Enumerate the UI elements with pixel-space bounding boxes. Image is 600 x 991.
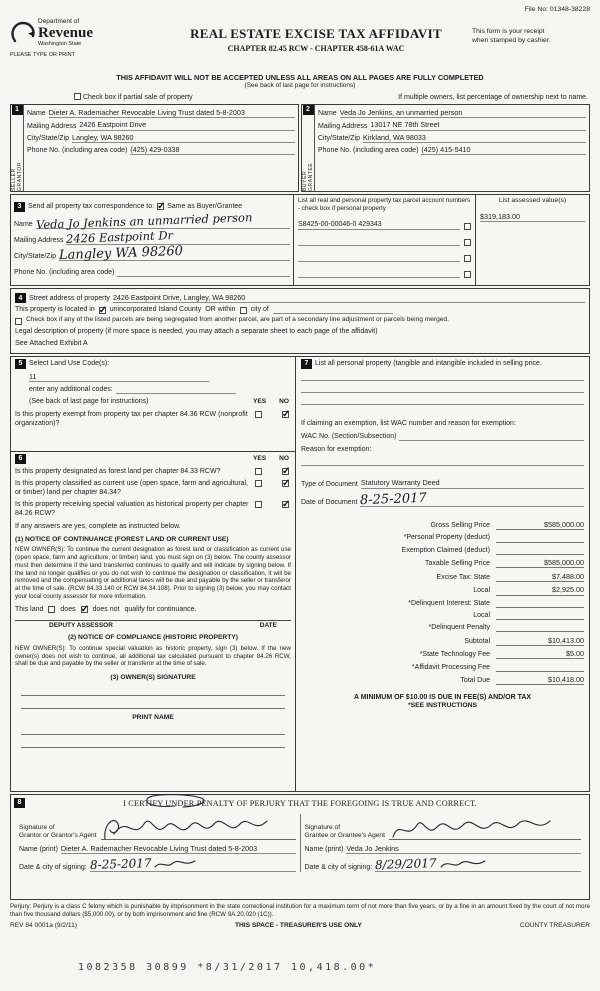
seller-mailing-value: 2426 Eastpoint Drive [79, 120, 295, 130]
buyer-mailing-value: 13017 NE 78th Street [370, 120, 586, 130]
grantee-signing-column [300, 814, 586, 872]
see-back-instructions: (See back of last page for instructions) [29, 398, 149, 406]
notice-continuance-body: NEW OWNER(S): To continue the current designation as forest land or classification as current use (open space, farm and agriculture, or timber) land, you must sign on (3) below. The county assessor must then determine if the land transferred continues to qualify and will indicate by signing below. If the land no longer qualifies or you do not wish to continue the designation or classification, it will be removed and the compensating or additional taxes will be due and payable by the seller or transferor at the time of sale. (RCW 84.33.140 or RCW 84.34.108). Prior to signing (3) below, you may contact your local county assessor for more information. [15, 546, 291, 600]
grantor-name-print-value: Dieter A. Rademacher Revocable Living Trust dated 5-8-2003 [61, 844, 296, 854]
seller-phone-value: (425) 429-0338 [130, 145, 295, 155]
city-of-blank [273, 305, 393, 314]
corr-name-label: Name [14, 221, 33, 229]
deputy-assessor-row [15, 620, 291, 630]
deputy-assessor-label: DEPUTY ASSESSOR [49, 621, 113, 629]
gross-selling-price: $585,000.00 [496, 520, 584, 530]
forest-no-checkbox [282, 468, 289, 475]
notice-compliance-body: NEW OWNER(S): To continue special valuation as historic property, sign (3) below. If the new owner(s) does not wish to continue, all additional tax calculated pursuant to chapter 84.26 RCW, shall be due and payable by the seller or transferor at the time of sale. [15, 644, 291, 668]
delinquent-interest-local [496, 611, 584, 620]
grantor-date-city-value: 8-25-2017 [90, 858, 296, 872]
section-1-badge: 1 [12, 105, 23, 115]
seller-name-value: Dieter A. Rademacher Revocable Living Trust dated 5-8-2003 [49, 108, 295, 118]
seller-mailing-label: Mailing Address [27, 122, 77, 130]
current-use-question: Is this property classified as current use (open space, farm and agricultural, or timber) land per chapter 84.34? [15, 480, 249, 497]
form-number: REV 84 0001a (9/2/11) [10, 922, 77, 930]
segregated-checkbox [15, 318, 22, 325]
does-qualify-checkbox [48, 606, 55, 613]
continuance-qualify-row: This land does ✓ does not qualify for continuance. [15, 605, 291, 614]
assessed-value-header: List assessed value(s) [498, 197, 567, 205]
grantee-city-scribble [439, 858, 487, 870]
revenue-swoosh-icon [10, 21, 36, 45]
nonprofit-yes-checkbox [255, 411, 262, 418]
land-designation-box [10, 452, 296, 792]
buyer-mailing-label: Mailing Address [318, 122, 368, 130]
owners-signature-title: (3) OWNER(S) SIGNATURE [110, 674, 196, 682]
logo-department-of: Department of [38, 18, 80, 25]
personal-property-deduct [496, 534, 584, 543]
historic-yes-checkbox [255, 501, 262, 508]
additional-codes-label: enter any additional codes: [29, 386, 113, 394]
corr-mailing-value: 2426 Eastpoint Dr [66, 232, 290, 245]
grantor-signature [101, 811, 271, 843]
corr-mailing-label: Mailing Address [14, 237, 64, 245]
no-header-2: NO [279, 454, 289, 462]
historic-no-checkbox [282, 501, 289, 508]
grantee-name-print-value: Veda Jo Jenkins [346, 844, 581, 854]
personal-property-checkbox-4 [464, 271, 471, 278]
print-name-line [21, 735, 285, 748]
buyer-csz-label: City/State/Zip [318, 135, 361, 142]
buyer-vertical-label: BUYER [301, 170, 308, 192]
corr-phone-value [117, 268, 290, 277]
print-name-line [21, 722, 285, 735]
grantor-signature-label: Signature of Grantor or Grantor's Agent [19, 823, 97, 839]
assessed-value-box [476, 194, 590, 286]
grantor-name-print-label: Name (print) [19, 845, 58, 853]
segregated-label: Check box if any of the listed parcels are being segregated from another parcel, are part of a secondary line adjustment or parcels being merged. [26, 316, 449, 324]
seller-grantor-box [10, 104, 299, 192]
total-due: $10,418.00 [496, 675, 584, 685]
revenue-logo [10, 18, 160, 72]
delinquent-interest-state [496, 599, 584, 608]
buyer-grantee-box [301, 104, 590, 192]
notice-continuance-title: (1) NOTICE OF CONTINUANCE (FOREST LAND OR CURRENT USE) [15, 535, 229, 543]
corr-csz-label: City/State/Zip [14, 253, 57, 261]
see-back-note: (See back of last page for instructions) [244, 82, 356, 90]
grantor-vertical-label: GRANTOR [17, 161, 23, 192]
section-7-badge: 7 [301, 359, 312, 369]
reason-exemption-label: Reason for exemption: [301, 446, 372, 454]
personal-property-checkbox-1 [464, 223, 471, 230]
county-treasurer-label: COUNTY TREASURER [519, 922, 590, 930]
blank-line [301, 381, 584, 393]
grantor-date-city-label: Date & city of signing: [19, 864, 87, 872]
parcel-row [298, 269, 471, 278]
current-use-no-checkbox [282, 480, 289, 487]
delinquent-penalty [496, 623, 584, 632]
partial-sale-label: Check box if partial sale of property [82, 93, 193, 101]
owner-signature-line [21, 683, 285, 696]
seller-vertical-label: SELLER [10, 168, 17, 192]
perjury-statement: Perjury: Perjury is a class C felony which is punishable by imprisonment in the state correctional institution for a maximum term of not more than five years, or by a fine in an amount fixed by the court of not more than five thousand dollars ($5,000.00), or by both imprisonment and fine (RCW 9A.20.020 (1C)). [10, 903, 590, 919]
form-title: REAL ESTATE EXCISE TAX AFFIDAVIT [190, 26, 442, 41]
grantor-signature-line [101, 814, 296, 840]
street-address-value: 2426 Eastpoint Drive, Langley, WA 98260 [113, 293, 585, 303]
seller-phone-label: Phone No. (including area code) [27, 147, 128, 155]
blank-line [301, 454, 584, 466]
land-use-label: Select Land Use Code(s): [29, 360, 110, 368]
multiple-owners-note: If multiple owners, list percentage of ownership next to name. [398, 93, 588, 101]
logo-revenue: Revenue [38, 25, 93, 42]
grantee-signature-label: Signature of Grantee or Grantee's Agent [304, 823, 385, 839]
minimum-due-note: A MINIMUM OF $10.00 IS DUE IN FEE(S) AND/OR TAX [353, 694, 532, 702]
section-3-badge: 3 [14, 202, 25, 212]
please-type-or-print: PLEASE TYPE OR PRINT [10, 51, 76, 58]
wac-number-label: WAC No. (Section/Subsection) [301, 433, 397, 441]
buyer-csz-value: Kirkland, WA 98033 [363, 133, 586, 143]
city-of-label: city of [250, 306, 269, 314]
grantor-city-scribble [153, 858, 197, 870]
forest-land-question: Is this property designated as forest land per chapter 84.33 RCW? [15, 468, 221, 476]
buyer-name-value: Veda Jo Jenkins, an unmarried person [340, 108, 586, 118]
correspondence-box [10, 194, 294, 286]
state-technology-fee: $5.00 [496, 649, 584, 659]
grantee-date-city-value: 8/29/2017 [375, 858, 581, 872]
same-as-buyer-checkbox [157, 203, 164, 210]
form-footer [10, 922, 590, 931]
assessed-value: $319,183.00 [480, 212, 585, 222]
personal-property-tax-box: 7 List all personal property (tangible and intangible included in selling price. If claiming an exemption, list WAC number and reason for exemption: WAC No. (Section/Subsection) Reason for exemption: Type of Document Statutory Warranty Deed Date of Document 8-25-2017 Gross Selling Price $585,000.00 *Personal Property (deduct) Exemption Claimed (deduct) Taxable Selling Price $585,000.00 Excise Tax: State $7,488.00 Local $2,925.00 *Delinquent Interest: State Local *Delinquent Penalty Subtotal $10,413.00 *State Technology Fee $5.00 *Affidavit Processing Fee Total Due $10,418.00 A MINIMUM OF $10.00 IS DUE IN FEE(S) AND/OR TAX *SEE INSTRUCTIONS [296, 356, 590, 792]
unincorporated-label: unincorporated Island County [109, 306, 202, 314]
excise-tax-local: $2,925.00 [496, 585, 584, 595]
section-6-badge: 6 [15, 454, 26, 464]
buyer-phone-value: (425) 415-5410 [421, 145, 586, 155]
property-location-box [10, 288, 590, 354]
wac-number-blank [399, 432, 584, 441]
unincorporated-checkbox [99, 307, 106, 314]
land-use-box [10, 356, 296, 452]
city-checkbox [240, 307, 247, 314]
excise-tax-state: $7,488.00 [496, 572, 584, 582]
forest-yes-checkbox [255, 468, 262, 475]
parcel-row [298, 220, 471, 230]
grantee-signature-line [389, 814, 581, 840]
yes-header-2: YES [253, 454, 267, 462]
form-chapter: CHAPTER 82.45 RCW - CHAPTER 458-61A WAC [227, 43, 405, 53]
file-number: File No: 01348-38228 [524, 6, 590, 13]
street-address-label: Street address of property [29, 294, 110, 302]
notice-compliance-title: (2) NOTICE OF COMPLIANCE (HISTORIC PROPERTY) [67, 634, 239, 642]
blank-line [301, 369, 584, 381]
if-yes-note: If any answers are yes, complete as instructed below. [15, 523, 181, 531]
scribble-loop [141, 793, 211, 809]
logo-washington-state: Washington State [38, 41, 82, 48]
exemption-claimed-deduct [496, 546, 584, 555]
exemption-intro: If claiming an exemption, list WAC number and reason for exemption: [301, 420, 516, 428]
does-not-qualify-checkbox [81, 606, 88, 613]
additional-codes-blank [116, 385, 236, 394]
nonprofit-exempt-question: Is this property exempt from property tax per chapter 84.36 RCW (nonprofit organization)? [15, 410, 248, 427]
cashier-stamp: 1082358 30899 *8/31/2017 10,418.00* [78, 961, 377, 973]
document-type-value: Statutory Warranty Deed [361, 478, 584, 488]
corr-phone-label: Phone No. (including area code) [14, 269, 115, 277]
buyer-name-label: Name [318, 110, 337, 118]
section-8-badge: 8 [14, 798, 25, 808]
personal-property-checkbox-2 [464, 239, 471, 246]
nonprofit-no-checkbox [282, 411, 289, 418]
grantee-date-city-label: Date & city of signing: [304, 864, 373, 872]
seller-csz-label: City/State/Zip [27, 135, 70, 142]
located-pre-text: This property is located in [15, 306, 95, 314]
historic-property-question: Is this property receiving special valuation as historical property per chapter 84.26 RCW? [15, 501, 249, 518]
legal-description-value: See Attached Exhibit A [15, 338, 88, 348]
parcel-row [298, 237, 471, 246]
corr-csz-value: Langley WA 98260 [59, 248, 290, 261]
parcel-number-value: S8425-00-00046-0 429343 [298, 220, 460, 230]
see-instructions-note: *SEE INSTRUCTIONS [407, 702, 478, 710]
or-within-text: OR within [205, 306, 236, 314]
current-use-yes-checkbox [255, 480, 262, 487]
document-date-label: Date of Document [301, 498, 358, 506]
taxable-selling-price: $585,000.00 [496, 558, 584, 568]
seller-csz-value: Langley, WA 98260 [72, 133, 295, 143]
grantee-signature [389, 813, 554, 843]
form-header [10, 18, 590, 72]
legal-description-label: Legal description of property (if more space is needed, you may attach a separate sheet to each page of the affidavit) [15, 328, 378, 336]
document-date-value: 8-25-2017 [360, 494, 584, 507]
completion-warning: THIS AFFIDAVIT WILL NOT BE ACCEPTED UNLESS ALL AREAS ON ALL PAGES ARE FULLY COMPLETED [116, 73, 484, 82]
land-use-code-value: 11 [29, 372, 209, 382]
same-as-buyer-label: Same as Buyer/Grantee [167, 202, 243, 210]
blank-line [301, 393, 584, 405]
parcel-numbers-box [294, 194, 476, 286]
no-header: NO [279, 398, 289, 405]
partial-sale-checkbox [74, 93, 81, 100]
parcel-numbers-header: List all real and personal property tax parcel account numbers - check box if personal property [298, 197, 471, 213]
affidavit-processing-fee [496, 663, 584, 672]
section-4-badge: 4 [15, 293, 26, 303]
seller-side-strip [11, 105, 24, 191]
personal-property-checkbox-3 [464, 255, 471, 262]
corr-name-value: Veda Jo Jenkins an unmarried person [36, 216, 290, 229]
subtotal: $10,413.00 [496, 636, 584, 646]
section-2-badge: 2 [303, 105, 314, 115]
buyer-phone-label: Phone No. (including area code) [318, 147, 419, 155]
buyer-side-strip [302, 105, 315, 191]
partial-sale-row [10, 91, 590, 103]
grantor-signing-column [15, 814, 300, 872]
parcel-row [298, 253, 471, 262]
certification-box [10, 794, 590, 900]
seller-name-label: Name [27, 110, 46, 118]
send-correspondence-label: Send all property tax correspondence to: [28, 202, 155, 210]
grantee-name-print-label: Name (print) [304, 845, 344, 853]
section-5-badge: 5 [15, 359, 26, 369]
yes-header: YES [253, 398, 267, 405]
personal-property-label: List all personal property (tangible and intangible included in selling price. [315, 360, 542, 368]
date-label: DATE [259, 621, 277, 629]
grantee-vertical-label: GRANTEE [308, 162, 314, 192]
certify-statement: I CERTIFY UNDER PENALTY OF PERJURY THAT THE FOREGOING IS TRUE AND CORRECT. [123, 799, 477, 809]
receipt-note: This form is your receipt when stamped by cashier. [472, 28, 551, 44]
treasurer-space-label: THIS SPACE - TREASURER'S USE ONLY [234, 922, 362, 930]
print-name-title: PRINT NAME [132, 713, 174, 721]
owner-signature-line [21, 696, 285, 709]
document-type-label: Type of Document [301, 480, 358, 488]
